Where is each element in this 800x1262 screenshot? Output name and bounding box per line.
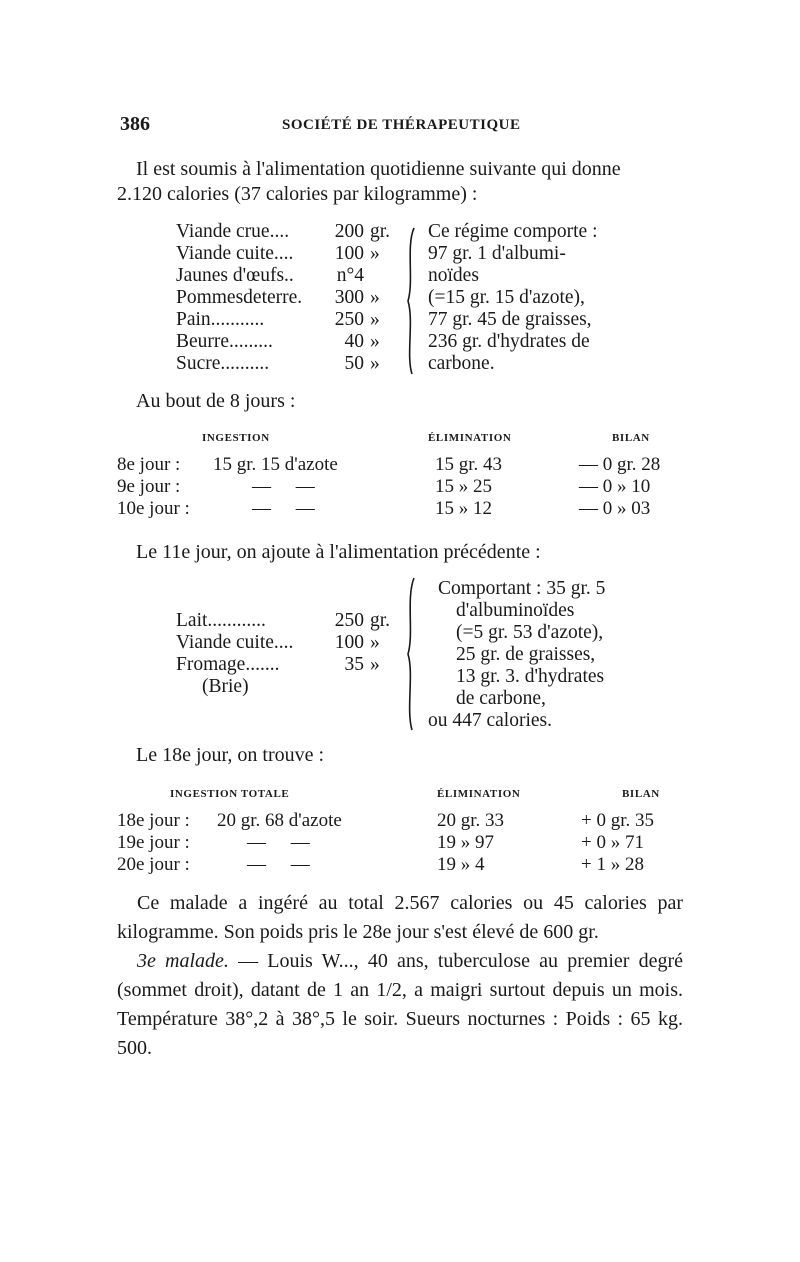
- diet-1-list: [176, 221, 410, 375]
- diet-2-note-line: 13 gr. 3. d'hydrates: [456, 666, 605, 687]
- diet-1-item: Pommesdeterre. 300 »: [176, 287, 380, 308]
- diet-2-item: (Brie): [202, 676, 249, 697]
- page-number: 386: [120, 113, 150, 135]
- diet-1-item: Jaunes d'œufs.. n°4: [176, 265, 364, 286]
- diet-1-note-line: 97 gr. 1 d'albumi-: [428, 243, 566, 264]
- diet-1-note-line: 77 gr. 45 de graisses,: [428, 309, 592, 330]
- closing-text: [117, 889, 683, 1063]
- table-2-header-bilan: BILAN: [622, 788, 660, 800]
- table-row: 8e jour : 15 gr. 15 d'azote 15 gr. 43 — 0 gr. 28: [117, 454, 661, 475]
- diet-1-note: [428, 221, 597, 375]
- table-1-header-elimination: ÉLIMINATION: [428, 432, 512, 444]
- diet-2-note-line: 25 gr. de graisses,: [456, 644, 596, 665]
- diet-1-note-line: 236 gr. d'hydrates de: [428, 331, 590, 352]
- diet-2-item: Viande cuite.... 100 »: [176, 632, 380, 653]
- day-18-line: Le 18e jour, on trouve :: [136, 744, 325, 766]
- diet-2-note-line: (=5 gr. 53 d'azote),: [456, 622, 604, 643]
- diet-1-item: Sucre.......... 50 »: [176, 353, 380, 374]
- diet-1-item: Beurre......... 40 »: [176, 331, 380, 352]
- table-row: 18e jour : 20 gr. 68 d'azote 20 gr. 33 + 0 gr. 35: [117, 810, 654, 831]
- closing-paragraph-2: [117, 947, 683, 1063]
- diet-2-note-line: ou 447 calories.: [428, 710, 553, 731]
- diet-1-item: Viande cuite.... 100 »: [176, 243, 380, 264]
- diet-1-note-line: carbone.: [428, 353, 495, 374]
- table-2-header-elimination: ÉLIMINATION: [437, 788, 521, 800]
- diet-1-item: Viande crue.... 200 gr.: [176, 221, 391, 242]
- table-row: 9e jour : — — 15 » 25 — 0 » 10: [117, 476, 651, 497]
- table-2-header-ingestion: INGESTION TOTALE: [170, 788, 290, 800]
- table-row: 19e jour : — — 19 » 97 + 0 » 71: [117, 832, 644, 853]
- diet-1-brace: [400, 226, 424, 376]
- diet-1-note-line: noïdes: [428, 265, 479, 286]
- diet-2-note-line: Comportant : 35 gr. 5: [438, 578, 606, 599]
- table-1: [117, 454, 687, 520]
- diet-2-note-line: de carbone,: [456, 688, 546, 709]
- running-head: SOCIÉTÉ DE THÉRAPEUTIQUE: [282, 117, 521, 133]
- diet-2-item: Fromage....... 35 »: [176, 654, 380, 675]
- table-row: 20e jour : — — 19 » 4 + 1 » 28: [117, 854, 644, 875]
- diet-2-brace: [400, 576, 424, 732]
- diet-2-note-line: d'albuminoïdes: [456, 600, 575, 621]
- diet-2-list: [176, 610, 410, 698]
- day-11-line: Le 11e jour, on ajoute à l'alimentation précédente :: [136, 541, 541, 563]
- diet-2-note: [428, 578, 606, 732]
- intro-line-1: Il est soumis à l'alimentation quotidienne suivante qui donne: [136, 158, 621, 180]
- diet-1-note-line: Ce régime comporte :: [428, 221, 598, 242]
- table-2: [117, 810, 687, 876]
- intro-line-2: 2.120 calories (37 calories par kilogramme) :: [117, 183, 478, 205]
- table-1-header-ingestion: INGESTION: [202, 432, 270, 444]
- closing-paragraph-1: Ce malade a ingéré au total 2.567 calories ou 45 calories par kilogramme. Son poids pris le 28e jour s'est élevé de 600 gr.: [117, 892, 683, 943]
- diet-2-item: Lait............ 250 gr.: [176, 610, 391, 631]
- table-row: 10e jour : — — 15 » 12 — 0 » 03: [117, 498, 651, 519]
- patient-label: 3e malade.: [137, 950, 229, 972]
- diet-1-item: Pain........... 250 »: [176, 309, 380, 330]
- diet-1-note-line: (=15 gr. 15 d'azote),: [428, 287, 585, 308]
- patient-description: — Louis W..., 40 ans, tuberculose au premier degré (sommet droit), datant de 1 an 1/2, a maigri surtout depuis un mois. Température 38°,2 à 38°,5 le soir. Sueurs nocturnes : Poids : 65 kg. 500.: [117, 950, 683, 1059]
- after-8-days: Au bout de 8 jours :: [136, 390, 296, 412]
- table-1-header-bilan: BILAN: [612, 432, 650, 444]
